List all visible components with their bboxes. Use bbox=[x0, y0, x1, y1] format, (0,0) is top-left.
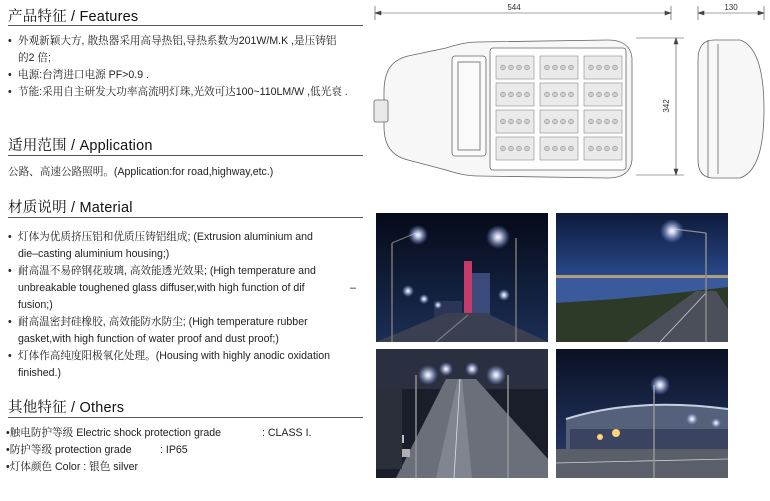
height-dimension bbox=[636, 38, 684, 175]
led-bead bbox=[605, 65, 610, 70]
led-bead bbox=[545, 119, 550, 124]
led-bead bbox=[605, 92, 610, 97]
led-bead bbox=[589, 119, 594, 124]
led-bead bbox=[605, 146, 610, 151]
list-item-cont: 的2 倍; bbox=[18, 52, 51, 64]
led-bead bbox=[501, 146, 506, 151]
features-list bbox=[8, 33, 368, 101]
led-bead bbox=[569, 119, 574, 124]
led-bead bbox=[561, 65, 566, 70]
features-section bbox=[8, 5, 363, 26]
led-bead bbox=[517, 146, 522, 151]
list-item: •防护等级 protection grade : IP65 bbox=[6, 444, 188, 456]
night-road-photo-1 bbox=[376, 213, 548, 342]
led-bead bbox=[589, 65, 594, 70]
led-bead bbox=[569, 65, 574, 70]
height-label: 342 bbox=[662, 99, 671, 113]
led-bead bbox=[605, 119, 610, 124]
led-bead bbox=[501, 119, 506, 124]
list-item: • 耐高温不易碎钢花玻璃, 高效能透光效果; (High temperature and bbox=[8, 265, 316, 277]
led-bead bbox=[509, 146, 514, 151]
led-bead bbox=[589, 92, 594, 97]
led-bead bbox=[597, 146, 602, 151]
material-title: 材质说明 / Material bbox=[8, 200, 133, 216]
led-bead bbox=[561, 146, 566, 151]
application-rule bbox=[8, 155, 363, 156]
material-list bbox=[8, 229, 370, 382]
material-rule bbox=[8, 217, 363, 218]
list-item-cont: fusion;) bbox=[18, 299, 53, 311]
led-bead bbox=[501, 65, 506, 70]
led-bead bbox=[561, 119, 566, 124]
highway-photo bbox=[376, 349, 548, 478]
led-bead bbox=[613, 65, 618, 70]
features-rule bbox=[8, 25, 363, 26]
depth-label: 130 bbox=[724, 3, 738, 12]
hyphen-mark: – bbox=[350, 282, 356, 294]
technical-drawing bbox=[368, 0, 770, 200]
application-section bbox=[8, 134, 363, 155]
led-bead bbox=[553, 92, 558, 97]
stadium-road-photo bbox=[556, 349, 728, 478]
width-dimension bbox=[375, 6, 671, 20]
others-section bbox=[8, 396, 363, 417]
led-bead bbox=[525, 119, 530, 124]
led-bead bbox=[509, 119, 514, 124]
list-item: • 灯体为优质挤压铝和优质压铸铝组成; (Extrusion aluminium and bbox=[8, 231, 313, 243]
lamp-side-view bbox=[698, 40, 764, 178]
led-bead bbox=[545, 146, 550, 151]
coastal-road-photo bbox=[556, 213, 728, 342]
led-bead bbox=[517, 65, 522, 70]
led-bead bbox=[501, 92, 506, 97]
led-bead bbox=[525, 146, 530, 151]
list-item-cont: finished.) bbox=[18, 367, 61, 379]
led-bead bbox=[589, 146, 594, 151]
led-bead bbox=[569, 92, 574, 97]
led-bead bbox=[509, 92, 514, 97]
led-bead bbox=[613, 119, 618, 124]
led-bead bbox=[517, 92, 522, 97]
list-item: • 灯体作高纯度阳极氧化处理。(Housing with highly anodic oxidation bbox=[8, 350, 331, 362]
list-item-cont: unbreakable toughened glass diffuser,with high function of dif – bbox=[8, 280, 370, 297]
led-bead bbox=[553, 146, 558, 151]
others-list bbox=[6, 425, 366, 476]
list-item: • 耐高温密封硅橡胶, 高效能防水防尘; (High temperature rubber bbox=[8, 316, 308, 328]
led-bead bbox=[561, 92, 566, 97]
application-title: 适用范围 / Application bbox=[8, 138, 153, 154]
features-title: 产品特征 / Features bbox=[8, 9, 139, 25]
led-bead bbox=[597, 65, 602, 70]
list-item: •灯体颜色 Color : 银色 silver bbox=[6, 461, 139, 473]
led-bead bbox=[553, 119, 558, 124]
led-bead bbox=[545, 65, 550, 70]
led-bead bbox=[525, 92, 530, 97]
led-bead bbox=[517, 119, 522, 124]
led-bead bbox=[509, 65, 514, 70]
material-section bbox=[8, 196, 363, 217]
led-bead bbox=[613, 92, 618, 97]
led-bead bbox=[597, 92, 602, 97]
led-bead bbox=[525, 65, 530, 70]
application-text: 公路、高速公路照明。(Application:for road,highway,etc.) bbox=[8, 166, 274, 178]
others-title: 其他特征 / Others bbox=[8, 400, 125, 416]
list-item: •触电防护等级 Electric shock protection grade : CLASS I. bbox=[6, 427, 312, 439]
list-item-cont: gasket,with high function of water proof and dust proof;) bbox=[18, 333, 279, 345]
list-item: • 外观新颖大方, 散热器采用高导热铝,导热系数为201W/M.K ,是压铸铝 bbox=[8, 35, 337, 47]
led-bead bbox=[553, 65, 558, 70]
list-item-cont: die–casting aluminium housing;) bbox=[18, 248, 170, 260]
others-rule bbox=[8, 417, 363, 418]
led-bead bbox=[569, 146, 574, 151]
list-item: • 节能:采用自主研发大功率高流明灯珠,光效可达100~110LM/W ,低光衰 . bbox=[8, 86, 348, 98]
led-bead bbox=[597, 119, 602, 124]
list-item: • 电源:台湾进口电源 PF>0.9 . bbox=[8, 69, 149, 81]
width-label: 544 bbox=[507, 3, 521, 12]
led-bead bbox=[545, 92, 550, 97]
led-bead bbox=[613, 146, 618, 151]
